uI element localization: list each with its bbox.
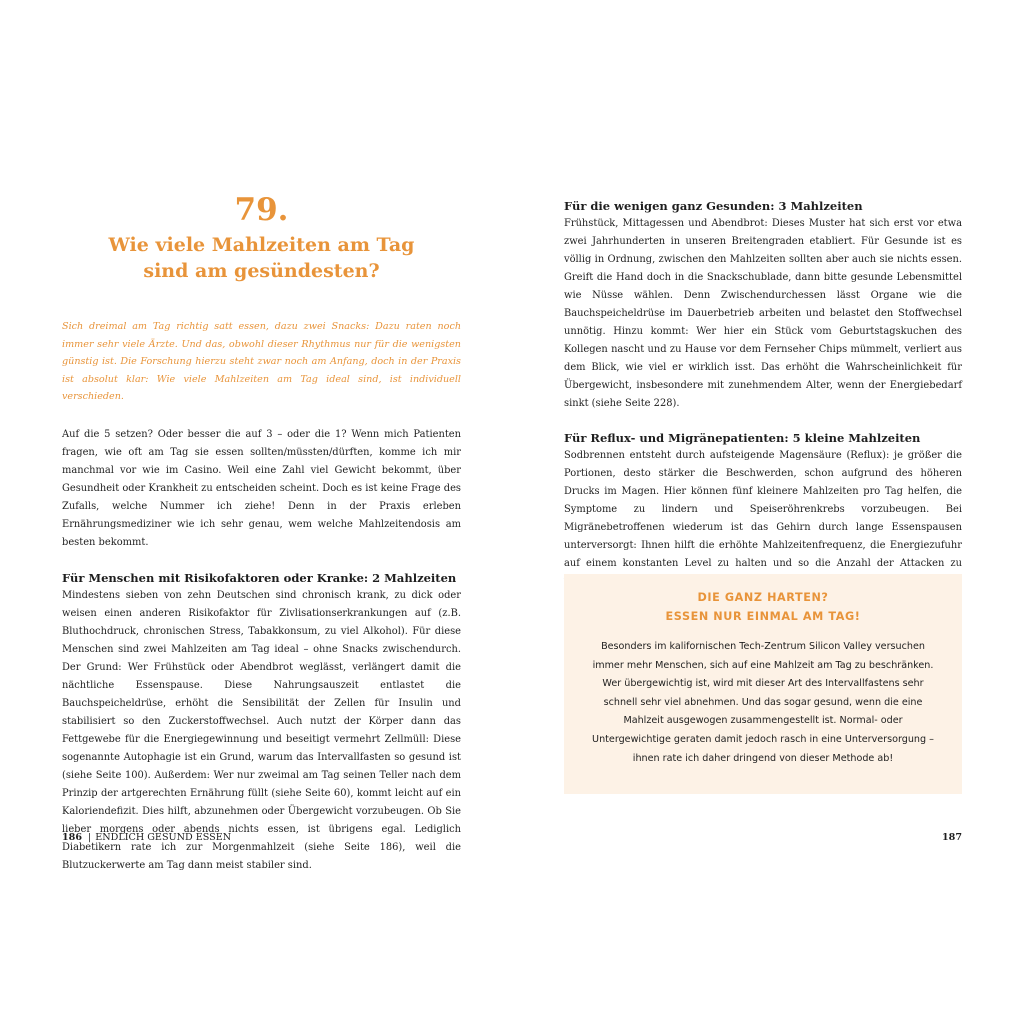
section-heading-risk: Für Menschen mit Risikofaktoren oder Kranke: 2 Mahlzeiten (62, 570, 457, 585)
section-heading-reflux: Für Reflux- und Migränepatienten: 5 kleine Mahlzeiten (564, 431, 921, 445)
page-number-right: 187 (941, 832, 962, 843)
callout-title (564, 588, 962, 626)
right-page (564, 197, 962, 591)
page-number-left: 186 (62, 832, 83, 843)
section-text-reflux: Sodbrennen entsteht durch aufsteigende Magensäure (Reflux): je größer die Portionen, desto stärker die Beschwerden, schon aufgrund des höheren Drucks im Magen. Hier können fünf kleinere Mahlzeiten pro Tag helfen, die Symptome zu lindern und Speiseröhrenkrebs vorzubeugen. Bei Migränebetroffenen wiederum ist das Gehirn durch lange Essenspausen unterversorgt: Ihnen hilft die erhöhte Mahlzeitenfrequenz, die Energiezufuhr auf einem konstanten Level zu halten und so die Anzahl der Attacken zu (564, 450, 962, 569)
section-text-risk: Mindestens sieben von zehn Deutschen sind chronisch krank, zu dick oder weisen einen anderen Risikofaktor für Zivlisationserkrankungen auf (z.B. Bluthochdruck, chronischen Stress, Tabakkonsum, zu viel Alkohol). Für diese Menschen sind zwei Mahlzeiten am Tag ideal – ohne Snacks zwischendurch. Der Grund: Wer Frühstück oder Abendbrot weglässt, verlängert damit die nächtliche Essenspause. Diese Nahrungsauszeit entlastet die Bauchspeicheldrüse, erhöht die Sensibilität der Zellen für Insulin und stabilisiert so den Zuckerstoffwechsel. Auch nutzt der Körper dann das Fettgewebe für die Energiegewinnung und beseitigt vermehrt Zellmüll: Diese sogenannte Autophagie ist ein Grund, warum das Intervallfasten so gesund ist (siehe Seite 100). Außerdem: Wer nur zweimal am Tag seinen Teller nach dem Prinzip der artgerechten Ernährung füllt (siehe Seite 60), kommt leicht auf ein Kaloriendefizit. Dies hilft, abzunehmen oder Übergewicht vorzubeugen. Ob Sie lieber morgens oder abends nichts essen, ist übrigens egal. Lediglich Diabetikern rate ich zur Morgenmahlzeit (siehe Seite 186), weil die Blutzuckerwerte am Tag dann meist stabiler sind. (62, 589, 461, 871)
callout-title-line2: ESSEN NUR EINMAL AM TAG! (665, 610, 861, 623)
left-page (62, 190, 461, 875)
footer-separator: | (88, 832, 92, 843)
footer-left (62, 830, 231, 846)
section-heading-healthy: Für die wenigen ganz Gesunden: 3 Mahlzeiten (564, 199, 863, 213)
chapter-title (62, 232, 461, 284)
section-text-healthy: Frühstück, Mittagessen und Abendbrot: Dieses Muster hat sich erst vor etwa zwei Jahrhunderten in unseren Breitengraden etabliert. Für Gesunde ist es völlig in Ordnung, zwischen den Mahlzeiten sollten aber auch sie nichts essen. Greift die Hand doch in die Snackschublade, dann bitte gesunde Lebensmittel wie Nüsse wählen. Denn Zwischendurchessen lässt Organe wie die Bauchspeicheldrüse im Dauerbetrieb arbeiten und belastet den Stoffwechsel unnötig. Hinzu kommt: Wer hier ein Stück vom Geburtstagskuchen des Kollegen nascht und zu Hause vor dem Fernseher Chips mümmelt, verliert aus dem Blick, wie viel er wirklich isst. Das erhöht die Wahrscheinlichkeit für Übergewicht, insbesondere mit zunehmendem Alter, wenn der Energiebedarf sinkt (siehe Seite 228). (564, 218, 962, 409)
chapter-number: 79. (234, 192, 289, 228)
callout-title-line1: DIE GANZ HARTEN? (697, 591, 829, 604)
opening-paragraph: Auf die 5 setzen? Oder besser die auf 3 – oder die 1? Wenn mich Patienten fragen, wie oft am Tag sie essen sollten/müssten/dürften, komme ich mir manchmal vor wie im Casino. Weil eine Zahl viel Gewicht bekommt, über Gesundheit oder Krankheit zu entscheiden scheint. Doch es ist keine Frage des Zufalls, welche Nummer ich ziehe! Denn in der Praxis erleben Ernährungsmediziner wie ich sehr genau, wem welche Mahlzeitendosis am besten bekommt. (62, 428, 461, 548)
intro-paragraph: Sich dreimal am Tag richtig satt essen, dazu zwei Snacks: Dazu raten noch immer sehr viele Ärzte. Und das, obwohl dieser Rhythmus nur für die wenigsten günstig ist. Die Forschung hierzu steht zwar noch am Anfang, doch in der Praxis ist absolut klar: Wie viele Mahlzeiten am Tag ideal sind, ist individuell verschieden. (62, 321, 461, 403)
running-title: ENDLICH GESUND ESSEN (95, 832, 232, 843)
chapter-title-line1: Wie viele Mahlzeiten am Tag (108, 234, 415, 256)
callout-text: Besonders im kalifornischen Tech-Zentrum Silicon Valley versuchen immer mehr Menschen, sich auf eine Mahlzeit am Tag zu beschränken. Wer übergewichtig ist, wird mit dieser Art des Intervallfastens sehr schnell sehr viel abnehmen. Und das sogar gesund, wenn die eine Mahlzeit ausgewogen zusammengestellt ist. Normal- oder Untergewichtige geraten damit jedoch rasch in eine Unterversorgung – ihnen rate ich daher dringend von dieser Methode ab! (592, 641, 934, 764)
chapter-title-line2: sind am gesündesten? (143, 260, 380, 282)
callout-box (564, 574, 962, 794)
